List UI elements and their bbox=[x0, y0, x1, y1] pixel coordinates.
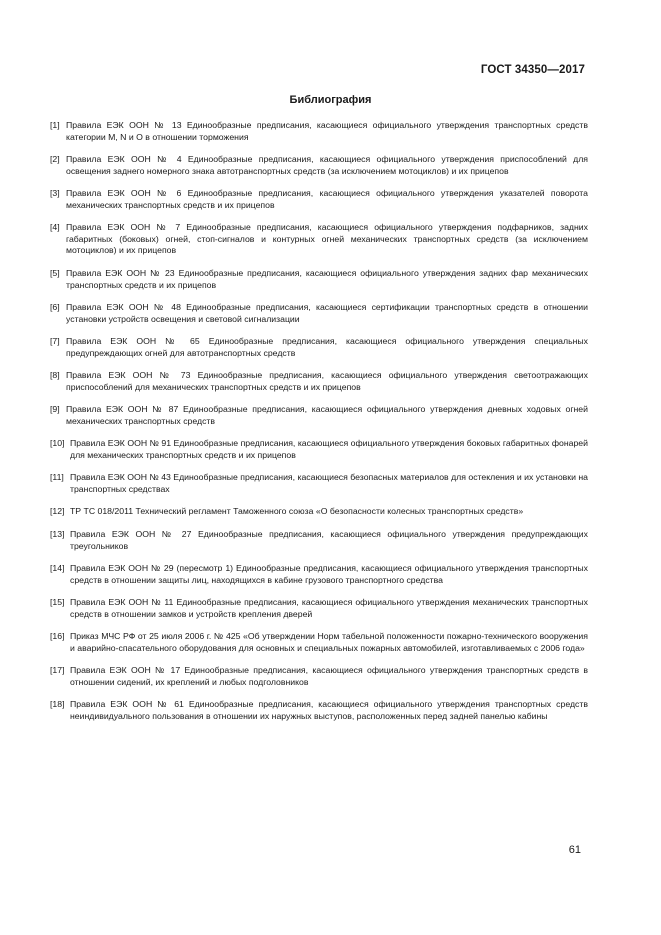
reference-number: [6] bbox=[50, 301, 60, 312]
reference-text: Приказ МЧС РФ от 25 июля 2006 г. № 425 «Об утверждении Норм табельной положенности пожарно-технического вооружения и аварийно-спасательного оборудования для основных и специальных пожарных автомобилей, изготавливаемых с 2006 года» bbox=[70, 631, 588, 653]
reference-text: ТР ТС 018/2011 Технический регламент Таможенного союза «О безопасности колесных транспортных средств» bbox=[70, 506, 524, 517]
reference-number: [15] bbox=[50, 597, 65, 608]
reference-item bbox=[50, 154, 588, 177]
reference-item bbox=[50, 302, 588, 325]
reference-item bbox=[50, 529, 588, 552]
reference-number: [10] bbox=[50, 438, 65, 449]
reference-item bbox=[50, 472, 588, 495]
page-number: 61 bbox=[568, 844, 581, 856]
reference-text: Правила ЕЭК ООН № 11 Единообразные предписания, касающиеся официального утверждения механических транспортных средств в отношении замков и устройств крепления дверей bbox=[70, 597, 588, 619]
reference-text: Правила ЕЭК ООН № 91 Единообразные предписания, касающиеся официального утверждения боковых габаритных фонарей для механических транспортных средств и их прицепов bbox=[70, 438, 588, 460]
reference-number: [16] bbox=[50, 631, 65, 642]
reference-number: [8] bbox=[50, 370, 60, 381]
reference-item bbox=[50, 222, 588, 257]
reference-item bbox=[50, 438, 588, 461]
reference-number: [5] bbox=[50, 267, 60, 278]
reference-text: Правила ЕЭК ООН № 6 Единообразные предписания, касающиеся официального утверждения указателей поворота механических транспортных средств и их прицепов bbox=[66, 188, 588, 210]
reference-item bbox=[50, 336, 588, 359]
reference-number: [17] bbox=[50, 665, 65, 676]
reference-item bbox=[50, 370, 588, 393]
reference-text: Правила ЕЭК ООН № 73 Единообразные предписания, касающиеся официального утверждения светоотражающих приспособлений для механических транспортных средств и их прицепов bbox=[66, 370, 588, 392]
reference-number: [7] bbox=[50, 336, 60, 347]
reference-item bbox=[50, 563, 588, 586]
reference-item bbox=[50, 506, 588, 518]
reference-text: Правила ЕЭК ООН № 65 Единообразные предписания, касающиеся официального утверждения специальных предупреждающих огней для автотранспортных средств bbox=[66, 336, 588, 358]
reference-text: Правила ЕЭК ООН № 61 Единообразные предписания, касающиеся официального утверждения транспортных средств неиндивидуального пользования в отношении их наружных выступов, расположенных перед задней панелью кабины bbox=[70, 699, 588, 721]
reference-text: Правила ЕЭК ООН № 17 Единообразные предписания, касающиеся официального утверждения транспортных средств в отношении сидений, их креплений и любых подголовников bbox=[70, 665, 588, 687]
reference-item bbox=[50, 188, 588, 211]
bibliography-list bbox=[50, 120, 588, 733]
reference-number: [4] bbox=[50, 222, 60, 233]
reference-text: Правила ЕЭК ООН № 29 (пересмотр 1) Единообразные предписания, касающиеся официального утверждения транспортных средств в отношении защиты лиц, находящихся в кабине грузового транспортного средства bbox=[70, 563, 588, 585]
reference-number: [9] bbox=[50, 404, 60, 415]
reference-number: [13] bbox=[50, 528, 65, 539]
reference-item bbox=[50, 665, 588, 688]
reference-item bbox=[50, 699, 588, 722]
standard-code: ГОСТ 34350—2017 bbox=[480, 64, 585, 76]
reference-text: Правила ЕЭК ООН № 48 Единообразные предписания, касающиеся сертификации транспортных средств в отношении установки устройств освещения и световой сигнализации bbox=[66, 301, 588, 324]
reference-item bbox=[50, 120, 588, 143]
reference-item bbox=[50, 597, 588, 620]
reference-text: Правила ЕЭК ООН № 4 Единообразные предписания, касающиеся официального утверждения приспособлений для освещения заднего номерного знака автотранспортных средств (за исключением мотоциклов) и их прицепов bbox=[66, 154, 588, 176]
reference-number: [2] bbox=[50, 154, 60, 165]
reference-text: Правила ЕЭК ООН № 27 Единообразные предписания, касающиеся официального утверждения предупреждающих треугольников bbox=[70, 528, 588, 551]
reference-number: [11] bbox=[50, 472, 64, 483]
reference-item bbox=[50, 404, 588, 427]
reference-item bbox=[50, 268, 588, 291]
reference-text: Правила ЕЭК ООН № 7 Единообразные предписания, касающиеся официального утверждения подфарников, задних габаритных (боковых) огней, стоп-сигналов и контурных огней механических транспортных средств (за исключением мотоциклов) и их прицепов bbox=[66, 222, 588, 256]
reference-text: Правила ЕЭК ООН № 43 Единообразные предписания, касающиеся безопасных материалов для остекления и их установки на транспортных средствах bbox=[70, 472, 588, 494]
reference-number: [1] bbox=[50, 120, 60, 130]
reference-text: Правила ЕЭК ООН № 87 Единообразные предписания, касающиеся официального утверждения дневных ходовых огней механических транспортных средств bbox=[66, 404, 588, 426]
reference-number: [18] bbox=[50, 699, 65, 710]
page-title: Библиография bbox=[289, 94, 372, 106]
reference-item bbox=[50, 631, 588, 654]
reference-number: [12] bbox=[50, 506, 65, 517]
reference-text: Правила ЕЭК ООН № 13 Единообразные предписания, касающиеся официального утверждения транспортных средств категории M, N и О в отношении торможения bbox=[66, 120, 588, 142]
reference-number: [14] bbox=[50, 563, 65, 574]
reference-text: Правила ЕЭК ООН № 23 Единообразные предписания, касающиеся официального утверждения задних фар механических транспортных средств и их прицепов bbox=[66, 267, 588, 290]
reference-number: [3] bbox=[50, 188, 60, 199]
